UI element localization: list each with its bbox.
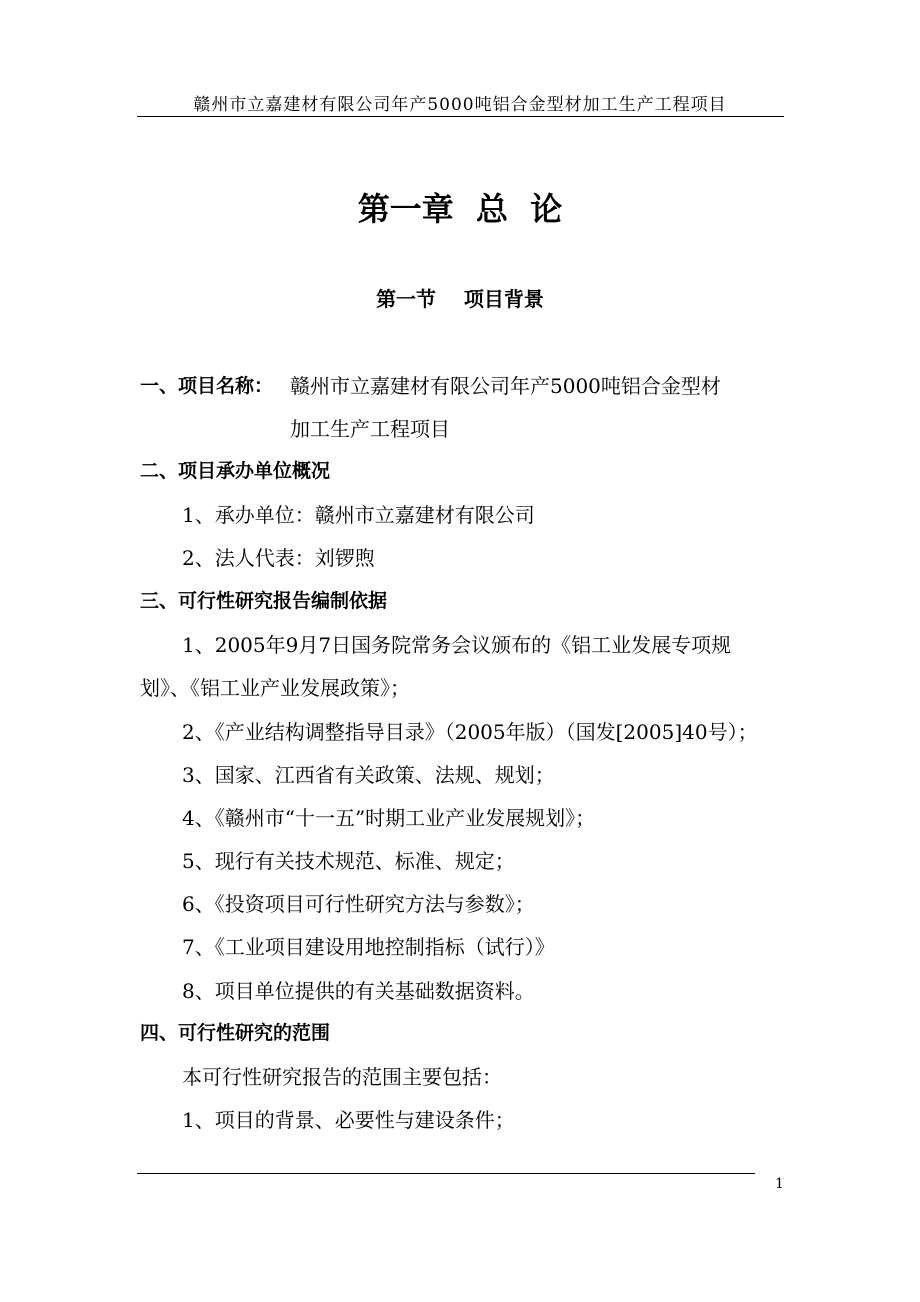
heading-basis: 三、可行性研究报告编制依据 — [140, 590, 388, 612]
heading-sponsor-overview: 二、项目承办单位概况 — [140, 460, 331, 482]
footer-divider — [137, 1173, 755, 1174]
basis-item-1-line1: 1、2005年9月7日国务院常务会议颁布的《铝工业发展专项规 — [182, 633, 732, 657]
project-name-line1: 赣州市立嘉建材有限公司年产5000吨铝合金型材 — [290, 374, 721, 398]
heading-project-name: 一、项目名称： — [140, 375, 274, 397]
legal-representative: 2、法人代表：刘锣煦 — [182, 546, 375, 570]
sponsor-unit: 1、承办单位：赣州市立嘉建材有限公司 — [182, 503, 535, 527]
heading-scope: 四、可行性研究的范围 — [140, 1022, 331, 1044]
scope-item-1: 1、项目的背景、必要性与建设条件； — [182, 1108, 515, 1132]
section-title: 第一节 项目背景 — [376, 287, 544, 311]
basis-item-2: 2、《产业结构调整指导目录》（2005年版）（国发[2005]40号）； — [182, 720, 758, 744]
scope-intro: 本可行性研究报告的范围主要包括： — [182, 1065, 502, 1089]
basis-item-1-line2: 划》、《铝工业产业发展政策》； — [140, 676, 410, 700]
basis-item-7: 7、《工业项目建设用地控制指标（试行）》 — [182, 935, 555, 959]
page-number: 1 — [775, 1176, 784, 1192]
basis-item-3: 3、国家、江西省有关政策、法规、规划； — [182, 763, 555, 787]
basis-item-6: 6、《投资项目可行性研究方法与参数》； — [182, 892, 535, 916]
basis-item-4: 4、《赣州市“十一五”时期工业产业发展规划》； — [182, 806, 596, 830]
chapter-title: 第一章 总 论 — [357, 190, 563, 228]
project-name-line2: 加工生产工程项目 — [290, 417, 450, 441]
running-header: 赣州市立嘉建材有限公司年产5000吨铝合金型材加工生产工程项目 — [193, 95, 727, 115]
header-divider — [137, 116, 784, 117]
basis-item-8: 8、项目单位提供的有关基础数据资料。 — [182, 979, 535, 1003]
basis-item-5: 5、现行有关技术规范、标准、规定； — [182, 849, 515, 873]
